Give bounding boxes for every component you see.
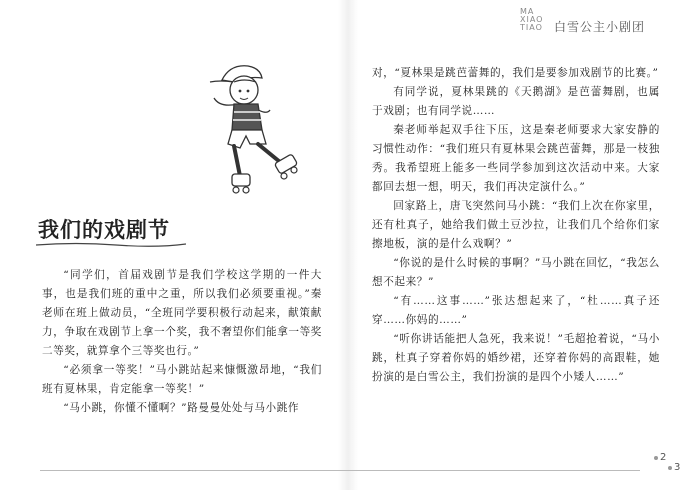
- dot-ornament: [668, 466, 672, 470]
- page-number-left: 2: [660, 452, 667, 463]
- paragraph-continuation: 对，“夏林果是跳芭蕾舞的，我们是要参加戏剧节的比赛。”: [372, 67, 659, 79]
- roller-skating-boy-illustration: [200, 58, 310, 198]
- paragraph: “必须拿一等奖！”马小跳站起来慷慨激昂地，“我们班有夏林果，肯定能拿一等奖！”: [42, 364, 322, 395]
- title-underline-decoration: [36, 242, 186, 247]
- paragraph: “马小跳，你懂不懂啊？”路曼曼处处与马小跳作: [63, 402, 300, 414]
- paragraph: “同学们，首届戏剧节是我们学校这学期的一件大事，也是我们班的重中之重，所以我们必须要重视。”秦老师在班上做动员，“全班同学要积极行动起来，献策献力，争取在戏剧节上拿一个奖，我不奢望你们能拿一等奖二等奖，就算拿个三等奖也行。”: [42, 269, 322, 357]
- left-page-body: [42, 266, 322, 418]
- paragraph: 有同学说，夏林果跳的《天鹅湖》是芭蕾舞剧，也属于戏剧；也有同学说……: [372, 86, 660, 117]
- series-logo: [520, 8, 690, 48]
- paragraph: “你说的是什么时候的事啊？”马小跳在回忆，“我怎么想不起来？”: [372, 257, 660, 288]
- series-title: 白雪公主小剧团: [554, 20, 646, 34]
- chapter-title: 我们的戏剧节: [38, 218, 170, 242]
- dot-ornament: [654, 456, 658, 460]
- footer-rule: [40, 470, 640, 471]
- paragraph: “听你讲话能把人急死，我来说！”毛超抢着说，“马小跳，杜真子穿着你妈的婚纱裙，还穿着你妈的高跟鞋，她扮演的是白雪公主，我们扮演的是四个小矮人……”: [372, 333, 660, 383]
- brand-mark: MA XIAO TIAO: [520, 7, 544, 32]
- book-spine-shadow: [338, 0, 358, 490]
- paragraph: 秦老师举起双手往下压，这是秦老师要求大家安静的习惯性动作：“我们班只有夏林果会跳芭蕾舞，那是一枝独秀。我希望班上能多一些同学参加到这次活动中来。大家都回去想一想，明天，我们再决定演什么。”: [372, 124, 660, 193]
- right-page-body: [372, 64, 660, 387]
- page-numbers: [654, 446, 694, 480]
- paragraph: “有……这事……”张达想起来了，“杜……真子还穿……你妈的……”: [372, 295, 660, 326]
- paragraph: 回家路上，唐飞突然问马小跳：“我们上次在你家里，还有杜真子，她给我们做土豆沙拉，让我们几个给你们家擦地板，演的是什么戏啊？”: [372, 200, 660, 250]
- page-number-right: 3: [674, 462, 681, 473]
